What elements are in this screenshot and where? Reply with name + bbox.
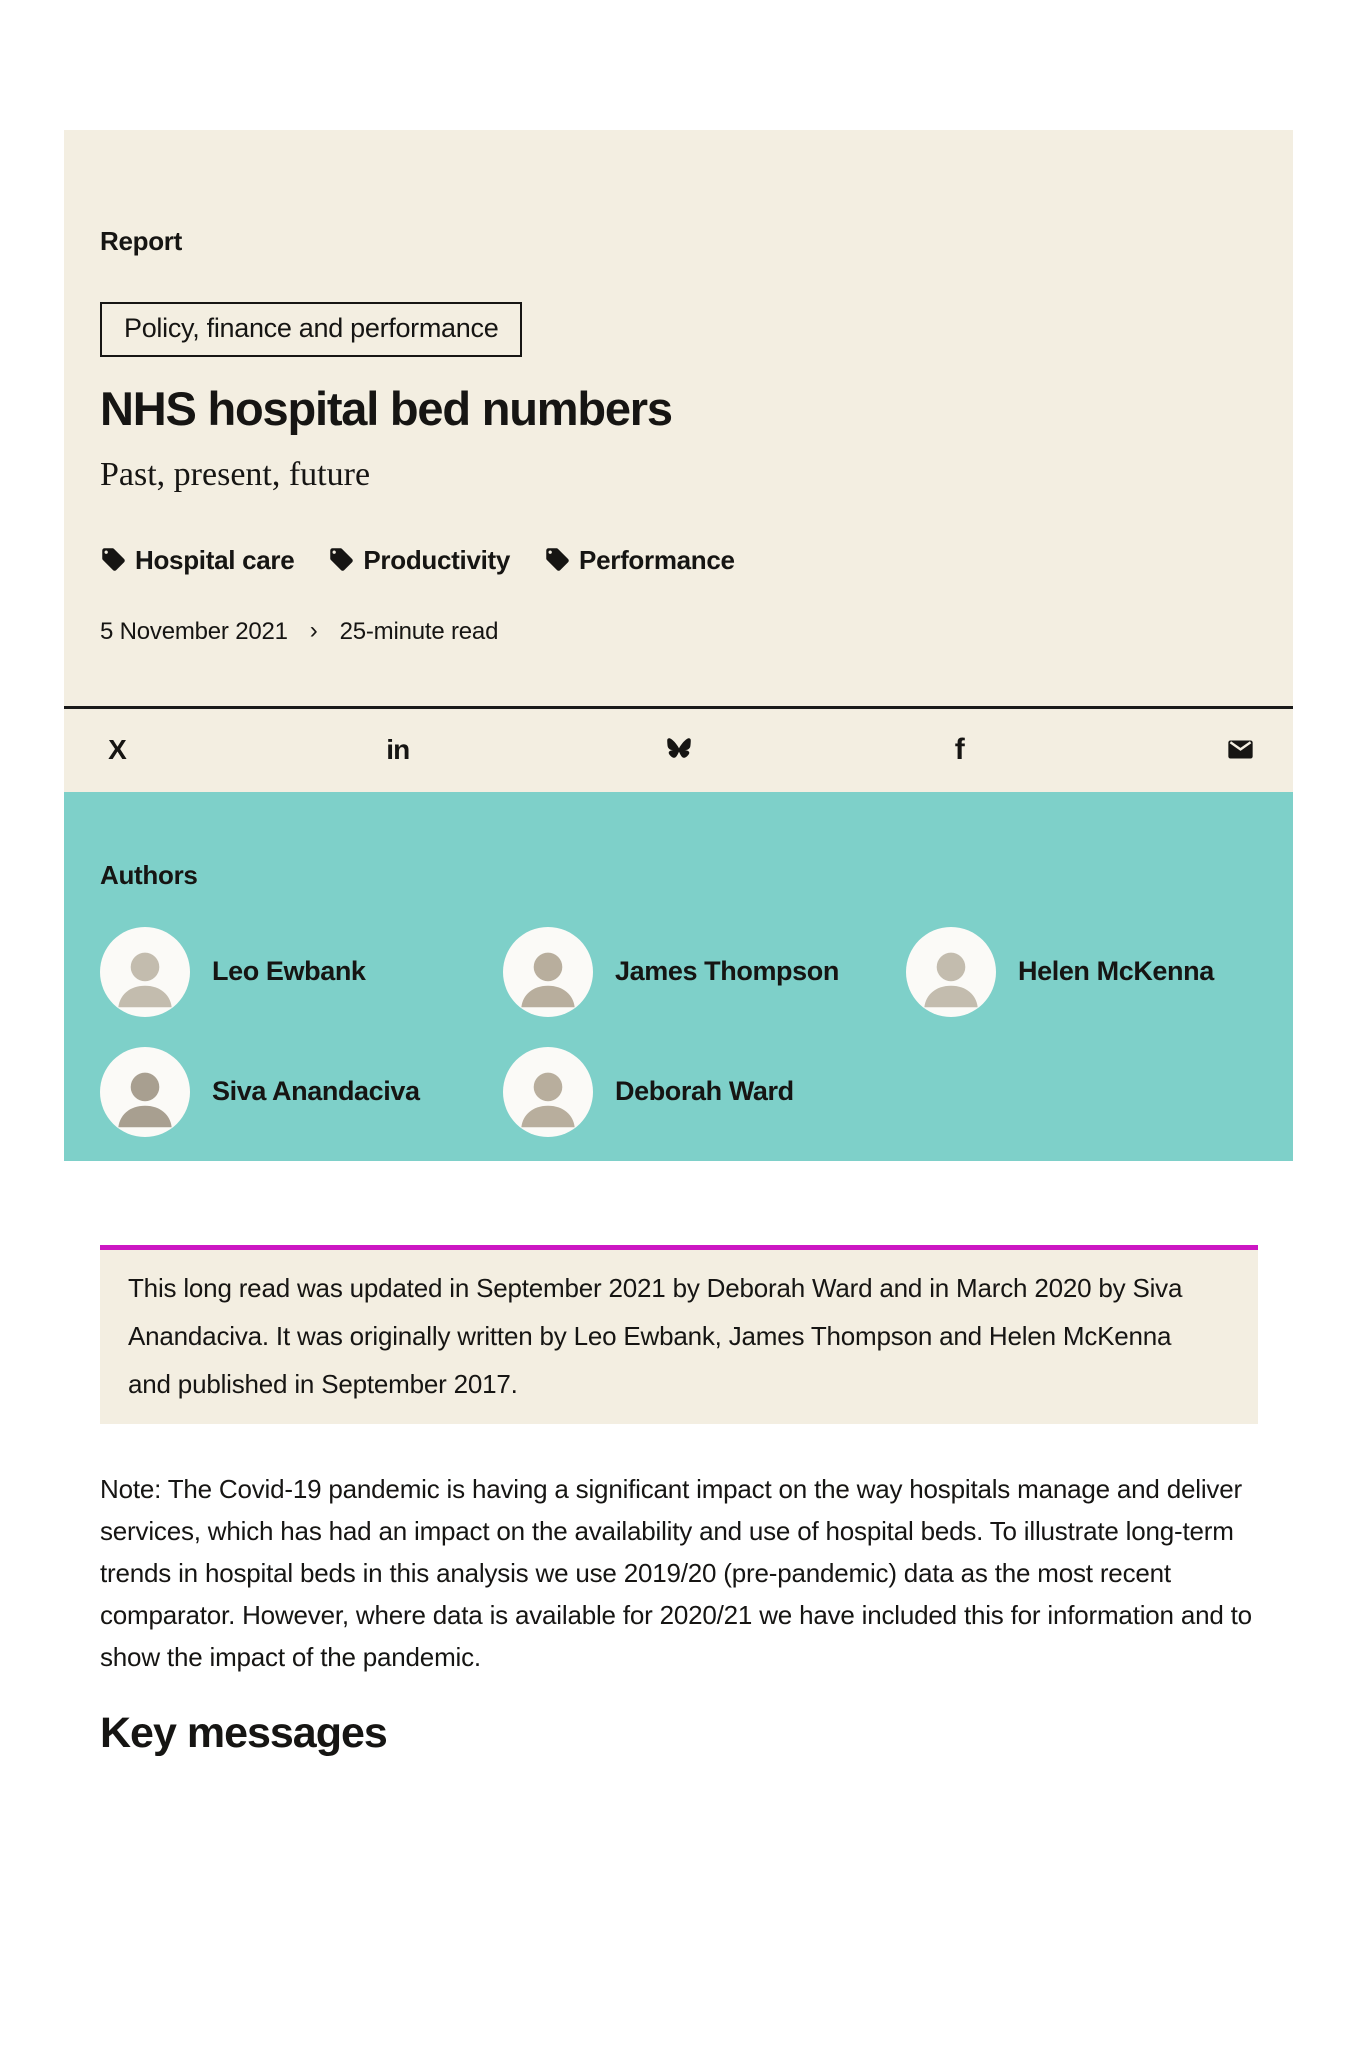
facebook-icon[interactable]: f xyxy=(942,734,976,766)
publish-date: 5 November 2021 xyxy=(100,617,288,645)
person-icon xyxy=(106,1059,184,1137)
avatar xyxy=(100,1047,190,1137)
linkedin-icon[interactable]: in xyxy=(381,734,415,766)
avatar xyxy=(503,1047,593,1137)
page-subtitle: Past, present, future xyxy=(100,455,371,493)
tag-icon xyxy=(328,546,355,573)
avatar xyxy=(906,927,996,1017)
authors-heading: Authors xyxy=(100,859,198,890)
author-name: Helen McKenna xyxy=(1018,956,1214,987)
read-time: 25-minute read xyxy=(339,617,499,645)
authors-grid xyxy=(100,927,1257,1137)
tag-label: Productivity xyxy=(363,544,511,575)
author-name: James Thompson xyxy=(615,956,839,987)
report-kicker: Report xyxy=(100,226,182,256)
tag-label: Performance xyxy=(579,544,735,575)
tag-list xyxy=(100,546,1257,574)
author-helen-mckenna[interactable] xyxy=(906,927,1257,1017)
key-messages-heading: Key messages xyxy=(100,1708,387,1757)
author-name: Leo Ewbank xyxy=(212,956,366,987)
meta-row xyxy=(100,618,1257,706)
page-title: NHS hospital bed numbers xyxy=(100,382,672,435)
tag-performance[interactable] xyxy=(544,546,735,574)
tag-icon xyxy=(544,546,571,573)
avatar xyxy=(503,927,593,1017)
category-link[interactable]: Policy, finance and performance xyxy=(100,302,522,357)
x-icon[interactable]: X xyxy=(100,734,134,766)
email-icon[interactable] xyxy=(1223,734,1257,766)
hero-content xyxy=(64,130,1293,706)
author-james-thompson[interactable] xyxy=(503,927,906,1017)
author-deborah-ward[interactable] xyxy=(503,1047,906,1137)
author-name: Siva Anandaciva xyxy=(212,1076,420,1107)
chevron-right-icon: › xyxy=(309,616,318,644)
tag-productivity[interactable] xyxy=(328,546,510,574)
avatar xyxy=(100,927,190,1017)
covid-note: Note: The Covid-19 pandemic is having a significant impact on the way hospitals manage and deliver services, which has had an impact on the availability and use of hospital beds. To illustrate long-term trends in hospital beds in this analysis we use 2019/20 (pre-pandemic) data as the most recent comparator. However, where data is available for 2020/21 we have included this for information and to show the impact of the pandemic. xyxy=(100,1473,1252,1672)
person-icon xyxy=(509,1059,587,1137)
person-icon xyxy=(912,939,990,1017)
hero-panel xyxy=(64,130,1293,792)
update-notice-text: This long read was updated in September 2021 by Deborah Ward and in March 2020 by Siva Anandaciva. It was originally written by Leo Ewbank, James Thompson and Helen McKenna and published in September 2017. xyxy=(128,1272,1183,1399)
person-icon xyxy=(106,939,184,1017)
author-leo-ewbank[interactable] xyxy=(100,927,503,1017)
author-siva-anandaciva[interactable] xyxy=(100,1047,503,1137)
tag-label: Hospital care xyxy=(135,544,295,575)
person-icon xyxy=(509,939,587,1017)
bluesky-icon[interactable] xyxy=(662,734,696,766)
article-body xyxy=(100,1245,1258,1755)
tag-hospital-care[interactable] xyxy=(100,546,294,574)
authors-section xyxy=(64,792,1293,1161)
update-notice-box xyxy=(100,1245,1258,1424)
author-name: Deborah Ward xyxy=(615,1076,794,1107)
share-bar xyxy=(64,706,1293,792)
tag-icon xyxy=(100,546,127,573)
